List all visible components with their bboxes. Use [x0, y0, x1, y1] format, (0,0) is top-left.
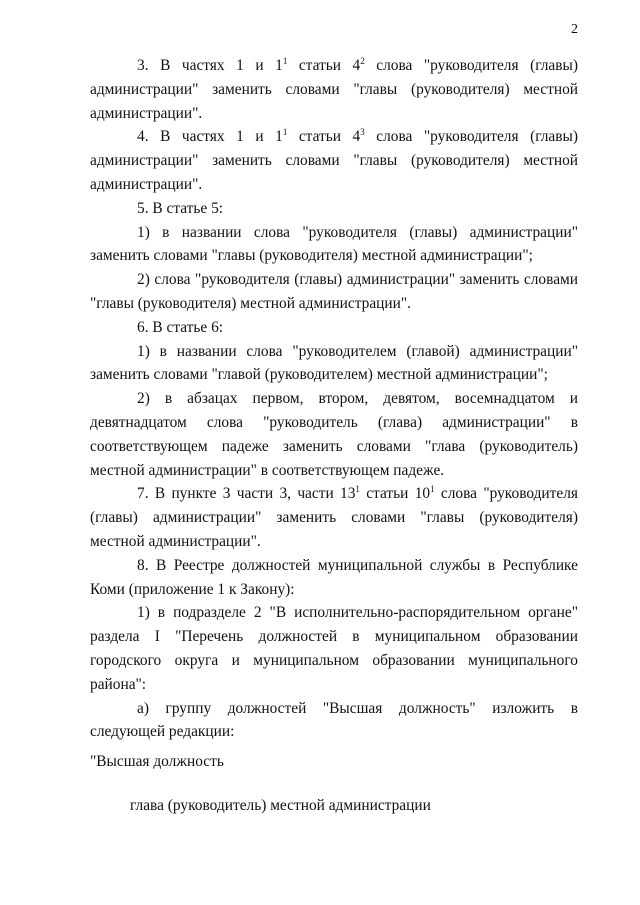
superscript: 1: [282, 127, 288, 138]
paragraph-7-text-a: 7. В пункте 3 части 3, части 13: [137, 485, 356, 503]
paragraph-6-item-1: 1) в названии слова "руководителем (главой) администрации" заменить словами "главой (руководителем) местной администрации";: [90, 342, 578, 384]
paragraph-4-text-c: слова "руководителя (главы) администрации" заменить словами "главы (руководителя) местной администрации".: [90, 128, 578, 193]
paragraph-3-text-a: 3. В частях 1 и 1: [137, 57, 283, 74]
paragraph-4-text-b: статьи 4: [287, 128, 361, 146]
paragraph-7-text-c: слова "руководителя (главы) администрации" заменить словами "главы (руководителя) местной администрации".: [90, 485, 578, 550]
paragraph-7-text-b: статьи 10: [359, 485, 431, 503]
paragraph-4: [90, 125, 578, 196]
paragraph-3-text-c: слова "руководителя (главы) администрации" заменить словами "главы (руководителя) местной администрации".: [90, 57, 578, 122]
superscript: 1: [282, 56, 288, 66]
page-number: 2: [571, 22, 578, 37]
superscript: 2: [360, 56, 365, 66]
paragraph-5-item-1: 1) в названии слова "руководителя (главы) администрации" заменить словами "главы (руководителя) местной администрации";: [90, 223, 578, 265]
superscript: 1: [355, 484, 360, 495]
position-title: глава (руководитель) местной администрации: [130, 796, 431, 814]
paragraph-3-text-b: статьи 4: [287, 57, 361, 74]
position-group-heading: "Высшая должность: [90, 753, 224, 771]
paragraph-8-item-1a: а) группу должностей "Высшая должность" изложить в следующей редакции:: [90, 699, 578, 741]
paragraph-6-heading: 6. В статье 6:: [137, 318, 224, 336]
paragraph-8-item-1: 1) в подразделе 2 "В исполнительно-распорядительном органе" раздела I "Перечень должностей в муниципальном образовании городского округа и муниципальном образовании муниципального района":: [90, 604, 578, 693]
paragraph-5-heading: 5. В статье 5:: [137, 199, 224, 217]
paragraph-5-item-2: 2) слова "руководителя (главы) администрации" заменить словами "главы (руководителя) местной администрации".: [90, 271, 578, 312]
paragraph-3: [90, 54, 578, 125]
paragraph-6-item-2: 2) в абзацах первом, втором, девятом, восемнадцатом и девятнадцатом слова "руководитель (глава) администрации" в соответствующем падеже заменить словами "глава (руководитель) местной администрации" в соответствующем падеже.: [90, 390, 578, 479]
paragraph-4-text-a: 4. В частях 1 и 1: [137, 128, 283, 146]
document-body: [90, 54, 578, 818]
superscript: 3: [360, 127, 365, 138]
paragraph-7: [90, 482, 578, 553]
paragraph-8: 8. В Реестре должностей муниципальной службы в Республике Коми (приложение 1 к Закону):: [90, 556, 578, 598]
superscript: 1: [430, 484, 435, 495]
